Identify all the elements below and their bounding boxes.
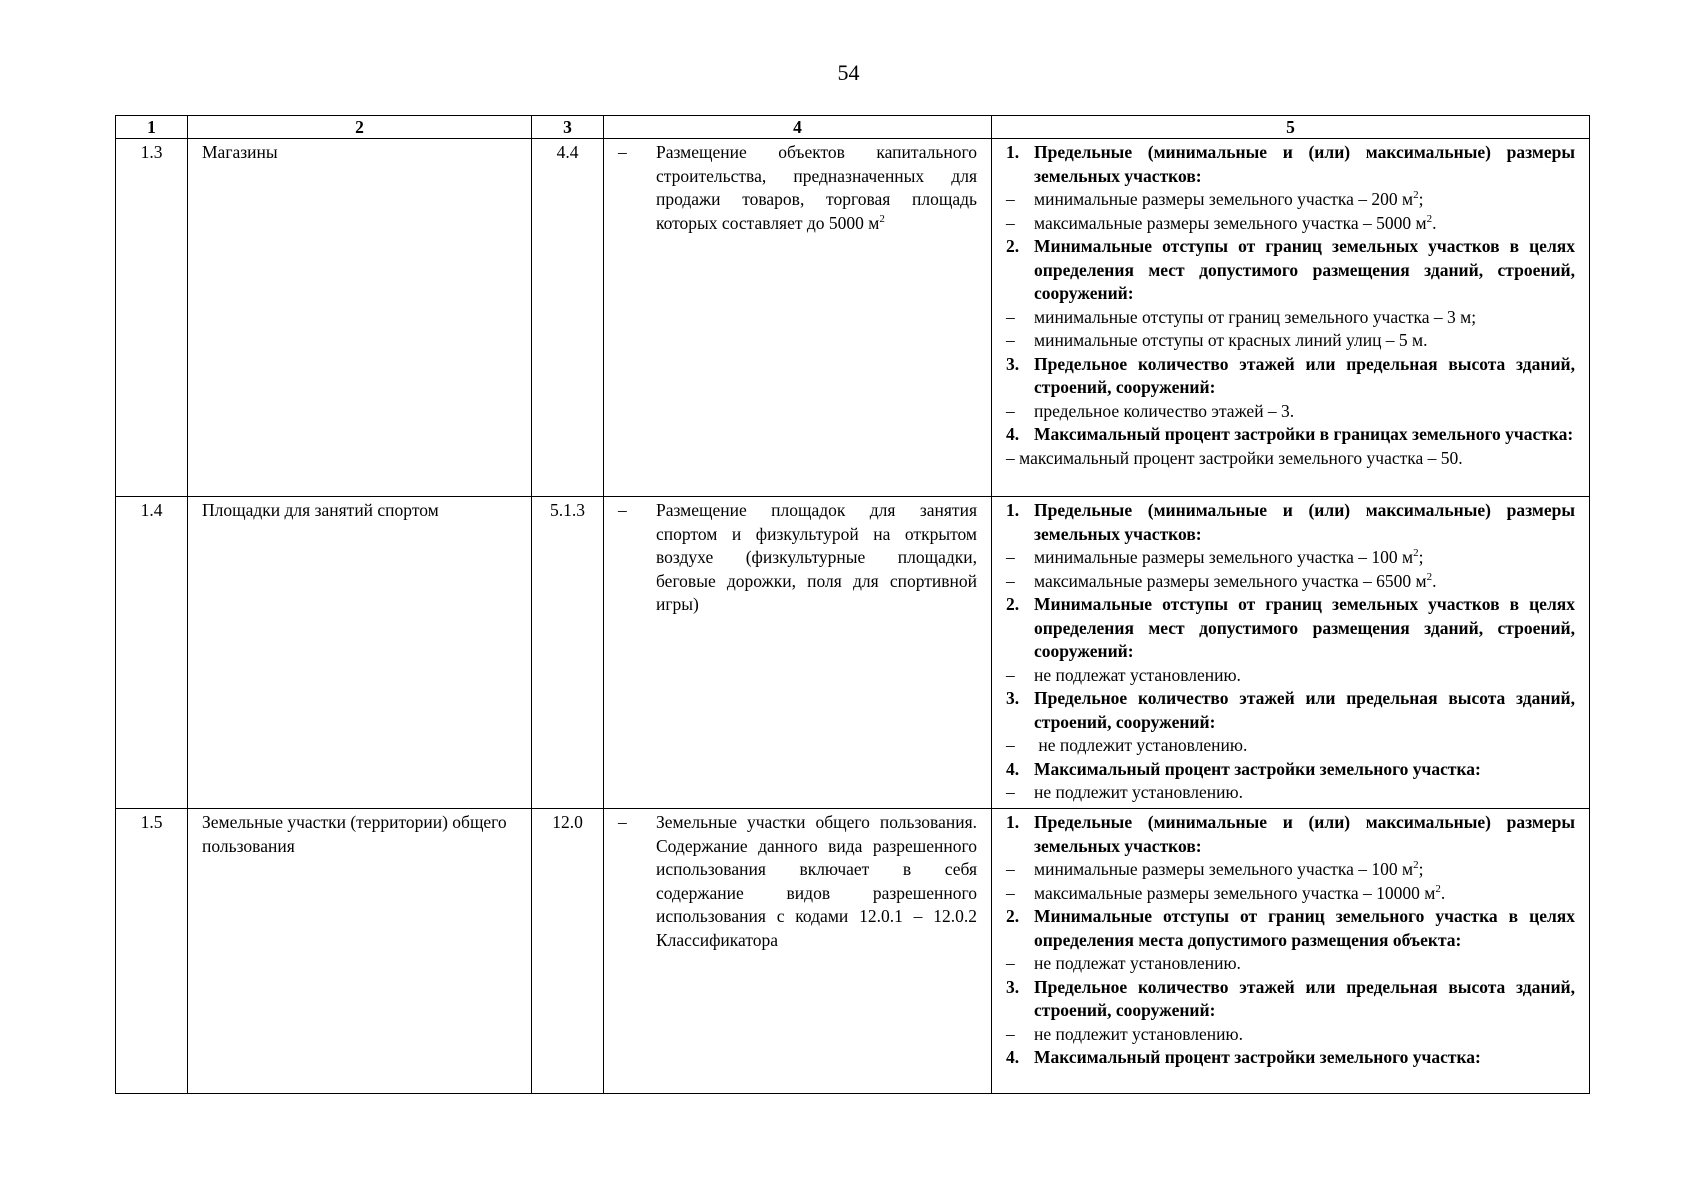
item-number: 1. (1006, 142, 1020, 162)
value-text: не подлежат установлению. (1034, 664, 1241, 685)
description-text: Земельные участки общего пользования. Содержание данного вида разрешенного использования включает в себя содержание видов разрешенного использования с кодами 12.0.1 – 12.0.2 Классификатора (656, 812, 977, 950)
superscript: 2 (879, 212, 885, 225)
classifier-code: 12.0 (532, 809, 604, 1094)
parameters-cell (992, 497, 1590, 809)
list-dash: – (1006, 212, 1015, 233)
list-dash: – (1006, 330, 1015, 350)
value-end: ; (1418, 859, 1424, 879)
parameter-value (1006, 734, 1575, 758)
parameter-value (1006, 858, 1575, 882)
item-number: 4. (1006, 424, 1020, 444)
land-use-name: Земельные участки (территории) общего пользования (188, 809, 532, 1094)
parameter-heading (1006, 905, 1575, 952)
superscript: 2 (1426, 570, 1433, 583)
item-number: 3. (1006, 353, 1020, 374)
parameter-value (1006, 882, 1575, 906)
value-text: минимальные размеры земельного участка – 100 м (1034, 859, 1414, 879)
value-end: . (1440, 882, 1446, 903)
list-dash: – (1006, 189, 1015, 209)
parameter-value (1006, 546, 1575, 570)
parameter-value: – максимальный процент застройки земельного участка – 50. (1006, 447, 1463, 468)
item-number: 1. (1006, 812, 1020, 832)
parameter-value (1006, 952, 1575, 976)
value-end: ; (1418, 547, 1424, 567)
list-dash: – (1006, 735, 1015, 755)
value-end: ; (1418, 189, 1424, 209)
parameter-value (1006, 664, 1575, 688)
value-text: минимальные отступы от красных линий улиц – 5 м. (1034, 330, 1428, 350)
parameters-cell (992, 809, 1590, 1094)
list-dash: – (1006, 400, 1015, 421)
land-use-regulations-table (115, 115, 1590, 1094)
parameter-value (1006, 212, 1575, 236)
page-number: 54 (837, 60, 860, 85)
header-col-4: 4 (604, 116, 992, 139)
value-text: минимальные размеры земельного участка – 100 м (1034, 547, 1414, 567)
land-use-description (604, 139, 992, 497)
superscript: 2 (1413, 189, 1419, 202)
superscript: 2 (1413, 859, 1419, 872)
item-number: 3. (1006, 976, 1020, 997)
description-text: Размещение площадок для занятия спортом и физкультурой на открытом воздухе (физкультурные площадки, беговые дорожки, поля для спортивной игры) (656, 500, 977, 614)
classifier-code: 5.1.3 (532, 497, 604, 809)
item-number: 4. (1006, 758, 1020, 779)
heading-text: Предельные (минимальные и (или) максимальные) размеры земельных участков: (1034, 142, 1575, 186)
value-text: максимальные размеры земельного участка – 5000 м (1034, 212, 1427, 233)
heading-text: Максимальный процент застройки земельного участка: (1034, 758, 1481, 779)
parameters-cell (992, 139, 1590, 497)
item-number: 4. (1006, 1047, 1020, 1067)
parameter-value (1006, 329, 1575, 353)
land-use-name: Площадки для занятий спортом (188, 497, 532, 809)
heading-text: Максимальный процент застройки в границах земельного участка: (1034, 424, 1574, 444)
parameter-heading (1006, 235, 1575, 306)
land-use-name: Магазины (188, 139, 532, 497)
parameter-value (1006, 306, 1575, 330)
header-col-2: 2 (188, 116, 532, 139)
list-dash: – (618, 500, 627, 520)
row-number: 1.3 (116, 139, 188, 497)
value-end: . (1432, 212, 1437, 233)
heading-text: Минимальные отступы от границ земельного участка в целях определения места допустимого размещения объекта: (1034, 906, 1575, 950)
list-dash: – (618, 142, 627, 162)
parameter-value (1006, 1023, 1575, 1047)
row-number: 1.5 (116, 809, 188, 1094)
item-number: 2. (1006, 594, 1020, 614)
value-end: . (1432, 570, 1437, 591)
list-dash: – (1006, 859, 1015, 879)
table-header-row (116, 116, 1590, 139)
value-text: предельное количество этажей – 3. (1034, 400, 1295, 421)
list-dash: – (1006, 664, 1015, 685)
list-dash: – (1006, 547, 1015, 567)
value-text: не подлежат установлению. (1034, 953, 1241, 973)
heading-text: Минимальные отступы от границ земельных участков в целях определения мест допустимого размещения зданий, строений, сооружений: (1034, 594, 1575, 661)
land-use-description (604, 809, 992, 1094)
parameter-heading (1006, 499, 1575, 546)
value-text: не подлежит установлению. (1034, 735, 1248, 755)
list-dash: – (1006, 882, 1015, 903)
heading-text: Предельное количество этажей или предельная высота зданий, строений, сооружений: (1034, 353, 1575, 397)
heading-text: Максимальный процент застройки земельного участка: (1034, 1047, 1481, 1067)
list-dash: – (1006, 953, 1015, 973)
list-dash: – (1006, 306, 1015, 327)
value-text: максимальные размеры земельного участка – 6500 м (1034, 570, 1427, 591)
value-text: максимальные размеры земельного участка – 10000 м (1034, 882, 1436, 903)
superscript: 2 (1413, 547, 1419, 560)
parameter-heading (1006, 976, 1575, 1023)
table-row (116, 809, 1590, 1094)
heading-text: Предельное количество этажей или предельная высота зданий, строений, сооружений: (1034, 976, 1575, 1020)
value-text: не подлежит установлению. (1034, 782, 1243, 802)
parameter-heading (1006, 353, 1575, 400)
parameter-heading (1006, 423, 1575, 447)
header-col-1: 1 (116, 116, 188, 139)
land-use-description (604, 497, 992, 809)
parameter-value (1006, 570, 1575, 594)
header-col-5: 5 (992, 116, 1590, 139)
parameter-heading (1006, 1046, 1575, 1070)
heading-text: Предельные (минимальные и (или) максимальные) размеры земельных участков: (1034, 500, 1575, 544)
description-text (656, 141, 977, 235)
value-text: минимальные отступы от границ земельного участка – 3 м; (1034, 306, 1477, 327)
table-row (116, 497, 1590, 809)
item-number: 3. (1006, 688, 1020, 708)
value-text: не подлежит установлению. (1034, 1023, 1243, 1044)
parameter-heading (1006, 141, 1575, 188)
list-dash: – (618, 812, 627, 832)
superscript: 2 (1426, 212, 1433, 225)
value-text: минимальные размеры земельного участка – 200 м (1034, 189, 1414, 209)
parameter-value (1006, 188, 1575, 212)
parameter-heading (1006, 593, 1575, 664)
list-dash: – (1006, 782, 1015, 802)
parameter-heading (1006, 758, 1575, 782)
item-number: 1. (1006, 500, 1020, 520)
list-dash: – (1006, 570, 1015, 591)
parameter-value (1006, 400, 1575, 424)
heading-text: Предельное количество этажей или предельная высота зданий, строений, сооружений: (1034, 688, 1575, 732)
item-number: 2. (1006, 236, 1020, 256)
parameter-heading (1006, 687, 1575, 734)
item-number: 2. (1006, 906, 1020, 926)
heading-text: Минимальные отступы от границ земельных участков в целях определения мест допустимого размещения зданий, строений, сооружений: (1034, 236, 1575, 303)
list-dash: – (1006, 1023, 1015, 1044)
parameter-value (1006, 781, 1575, 805)
row-number: 1.4 (116, 497, 188, 809)
heading-text: Предельные (минимальные и (или) максимальные) размеры земельных участков: (1034, 812, 1575, 856)
classifier-code: 4.4 (532, 139, 604, 497)
header-col-3: 3 (532, 116, 604, 139)
parameter-heading (1006, 811, 1575, 858)
description-body: Размещение объектов капитального строительства, предназначенных для продажи товаров, торговая площадь которых составляет до 5000 м (656, 142, 977, 233)
table-row (116, 139, 1590, 497)
superscript: 2 (1435, 882, 1441, 895)
